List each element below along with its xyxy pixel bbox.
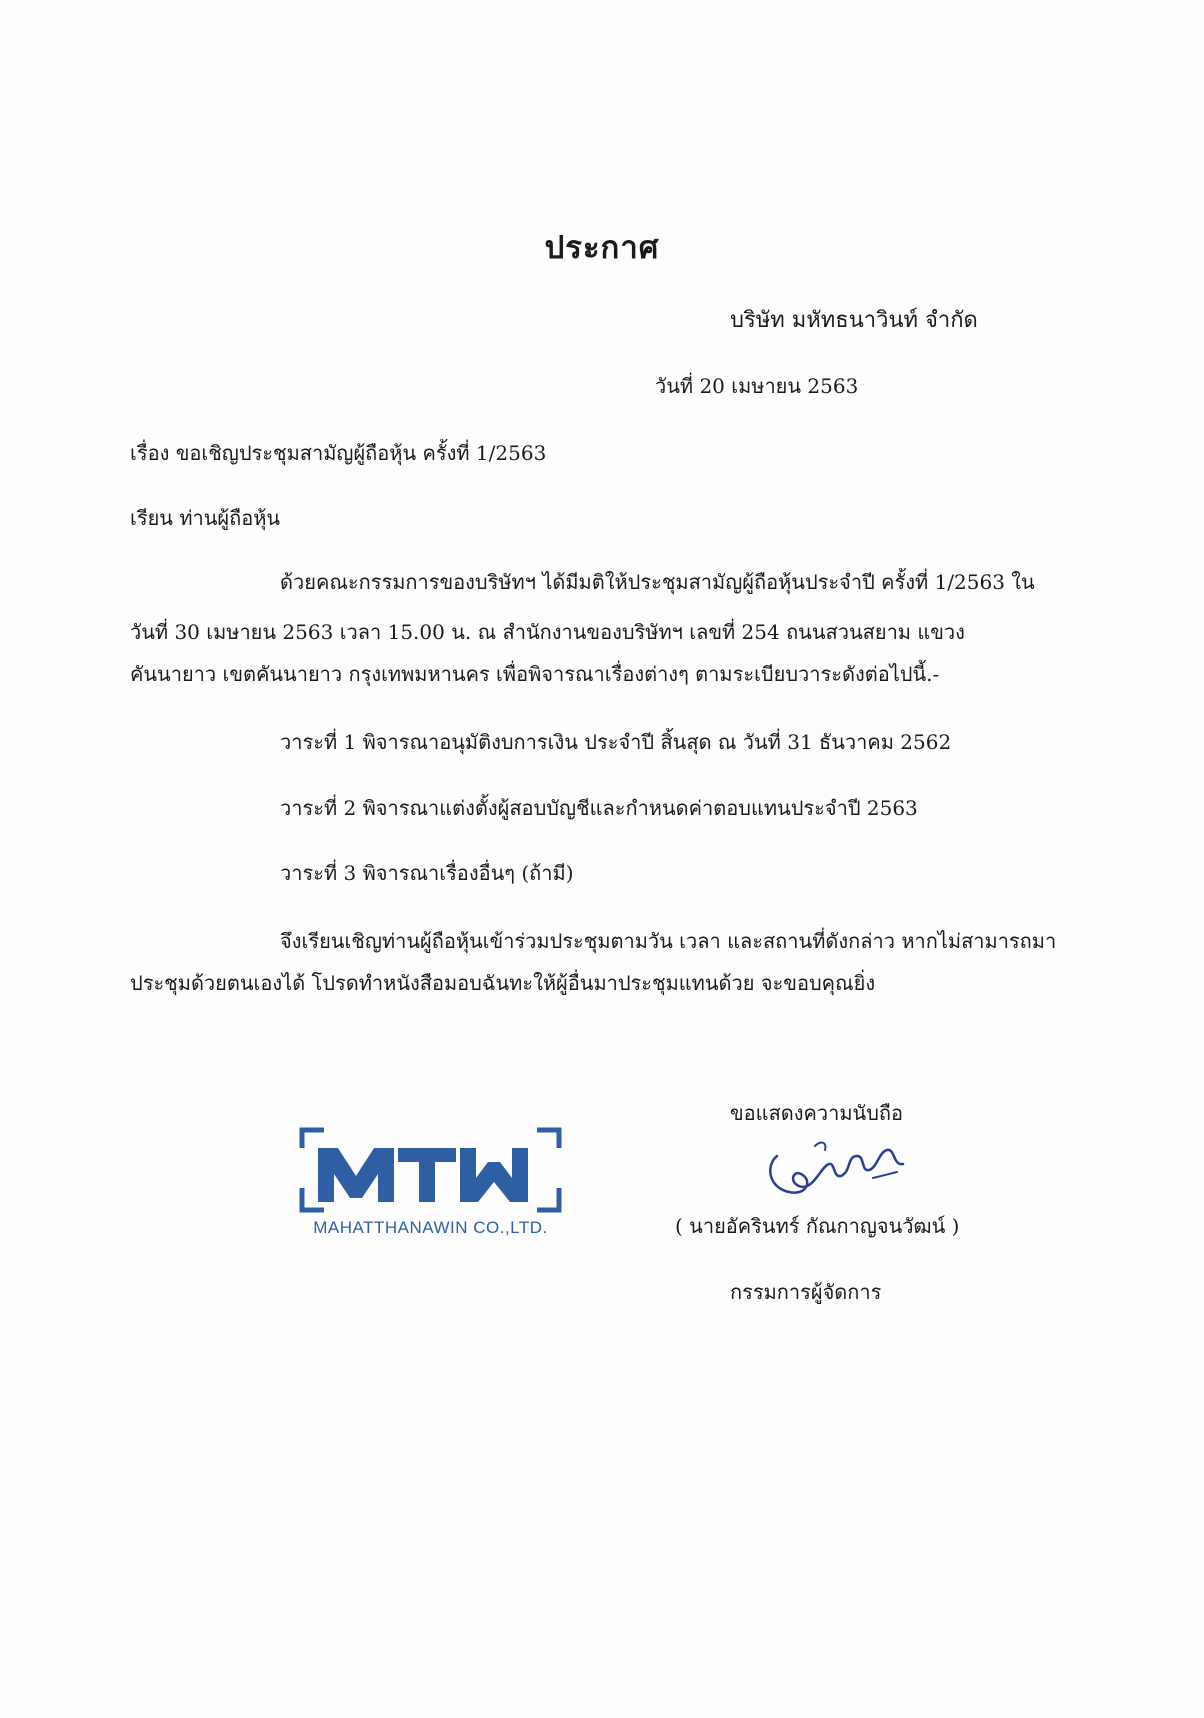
document-title: ประกาศ <box>544 230 660 266</box>
company-name: บริษัท มหัทธนาวินท์ จำกัด <box>730 308 978 333</box>
agenda-item-3: วาระที่ 3 พิจารณาเรื่องอื่นๆ (ถ้ามี) <box>280 861 574 885</box>
body-line-3: คันนายาว เขตคันนายาว กรุงเทพมหานคร เพื่อพิจารณาเรื่องต่างๆ ตามระเบียบวาระดังต่อไปนี้.- <box>130 662 940 686</box>
body-line-2: วันที่ 30 เมษายน 2563 เวลา 15.00 น. ณ สำนักงานของบริษัทฯ เลขที่ 254 ถนนสวนสยาม แขวง <box>130 620 965 644</box>
body-line-1: ด้วยคณะกรรมการของบริษัทฯ ได้มีมติให้ประชุมสามัญผู้ถือหุ้นประจำปี ครั้งที่ 1/2563 ใน <box>280 570 1035 594</box>
signer-position: กรรมการผู้จัดการ <box>730 1280 882 1304</box>
document-date: วันที่ 20 เมษายน 2563 <box>655 374 859 398</box>
agenda-item-2: วาระที่ 2 พิจารณาแต่งตั้งผู้สอบบัญชีและกำหนดค่าตอบแทนประจำปี 2563 <box>280 796 918 820</box>
salutation-line: เรียน ท่านผู้ถือหุ้น <box>130 506 281 530</box>
logo-company-text: MAHATTHANAWIN CO.,LTD. <box>313 1218 548 1237</box>
signature-image <box>755 1126 915 1206</box>
subject-line: เรื่อง ขอเชิญประชุมสามัญผู้ถือหุ้น ครั้งที่ 1/2563 <box>130 441 547 465</box>
closing-line-2: ประชุมด้วยตนเองได้ โปรดทำหนังสือมอบฉันทะให้ผู้อื่นมาประชุมแทนด้วย จะขอบคุณยิ่ง <box>130 971 876 995</box>
agenda-item-1: วาระที่ 1 พิจารณาอนุมัติงบการเงิน ประจำปี สิ้นสุด ณ วันที่ 31 ธันวาคม 2562 <box>280 730 952 754</box>
closing-line-1: จึงเรียนเชิญท่านผู้ถือหุ้นเข้าร่วมประชุมตามวัน เวลา และสถานที่ดังกล่าว หากไม่สามารถมา <box>280 929 1057 953</box>
company-logo <box>298 1126 563 1238</box>
regards-text: ขอแสดงความนับถือ <box>730 1101 904 1125</box>
handwritten-signature-icon <box>755 1126 915 1206</box>
mtw-logo-icon <box>298 1126 563 1216</box>
signer-name: ( นายอัครินทร์ กัณกาญจนวัฒน์ ) <box>675 1214 960 1238</box>
